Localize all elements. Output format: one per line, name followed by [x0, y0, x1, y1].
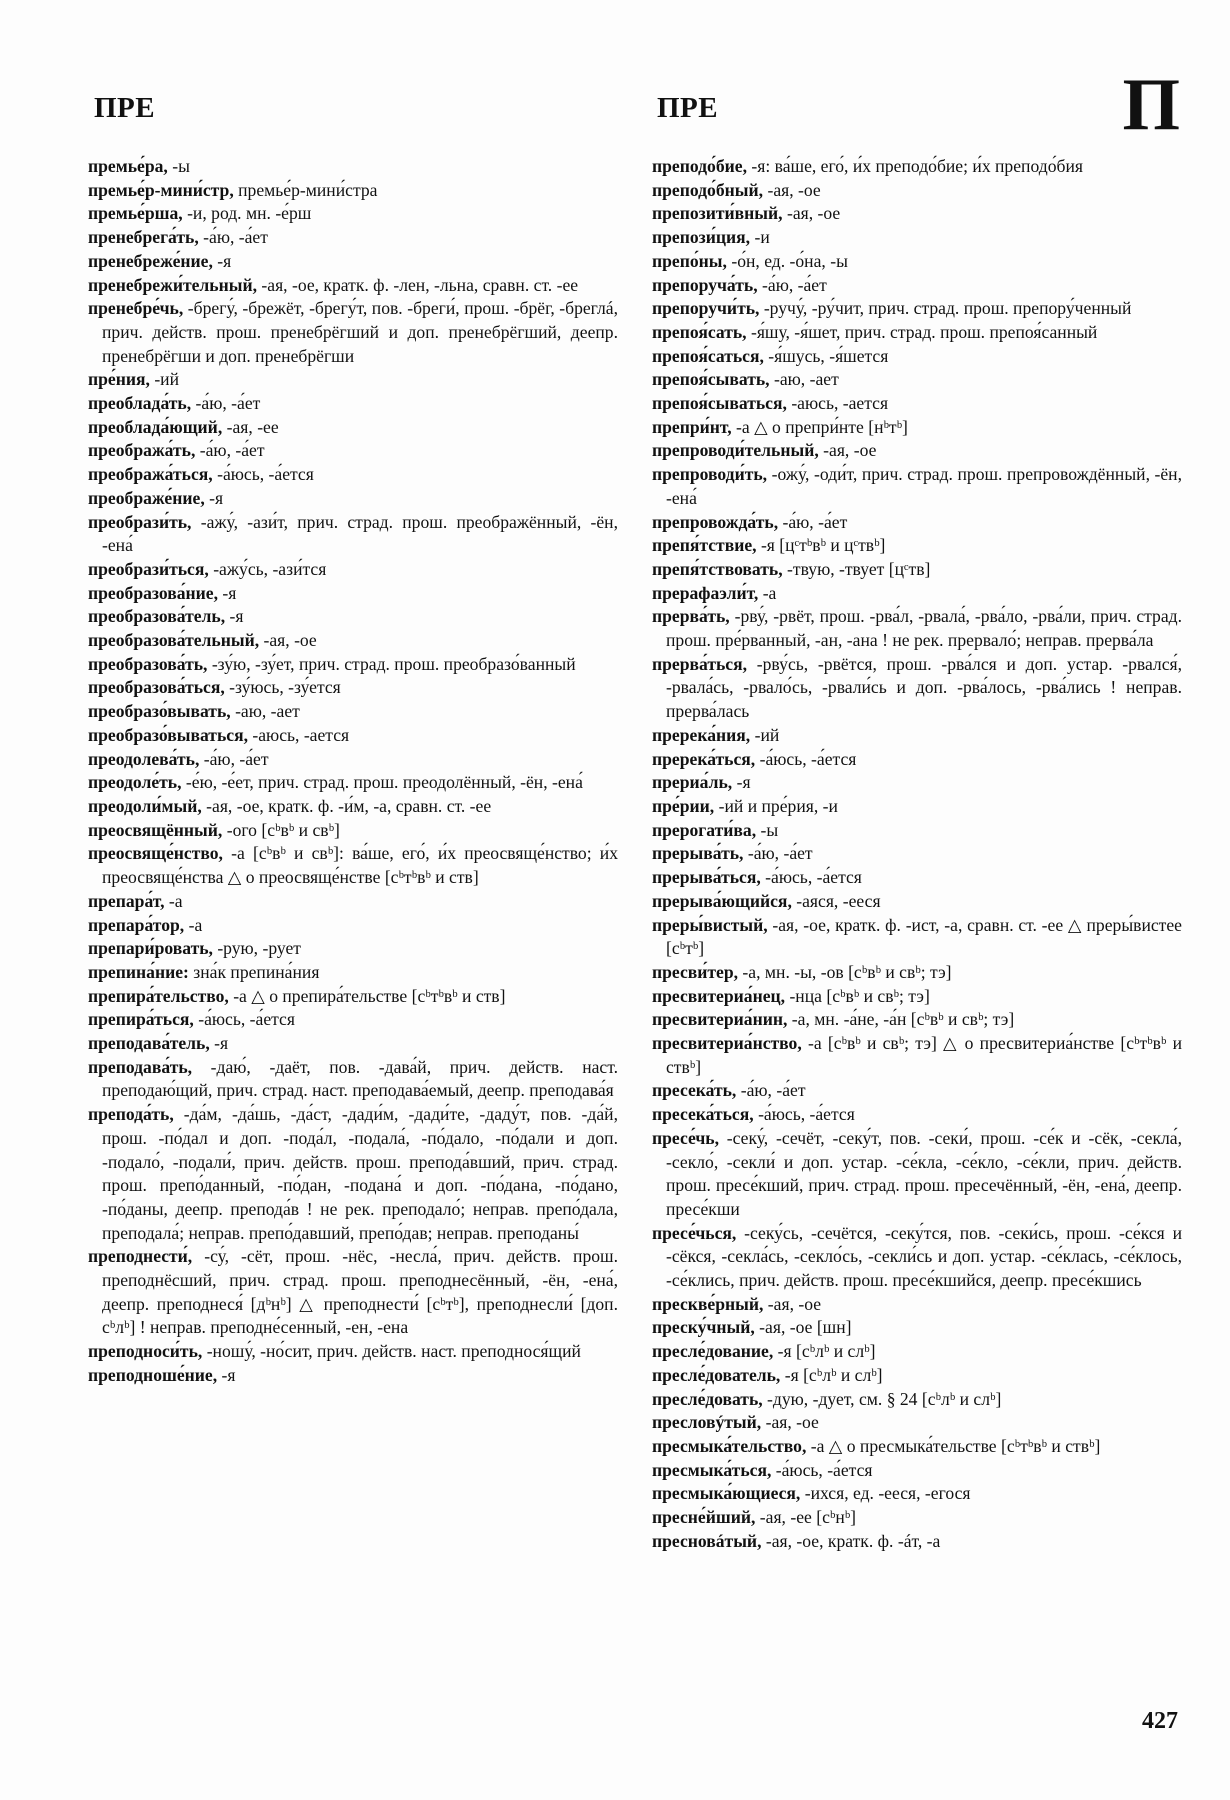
- dictionary-entry: [652, 748, 1182, 772]
- headword: прерыва́ться,: [652, 867, 761, 888]
- headword: преподо́бный,: [652, 179, 764, 200]
- entry-body: -аю, -ает: [230, 701, 300, 722]
- entry-body: -я: [212, 250, 232, 271]
- headword: пресле́дование,: [652, 1341, 774, 1362]
- entry-body: -я́шусь, -я́шется: [763, 345, 889, 366]
- dictionary-entry: [652, 226, 1182, 250]
- entry-body: -а́юсь, -а́ется: [212, 464, 314, 485]
- dictionary-entry: [88, 629, 618, 653]
- dictionary-entry: [652, 202, 1182, 226]
- dictionary-entry: [652, 345, 1182, 369]
- entry-body: -ий: [750, 724, 780, 745]
- entry-body: -ая, -ее [сᵇнᵇ]: [755, 1507, 857, 1528]
- entry-body: -я [цᶜтᵇвᵇ и цᶜтвᵇ]: [756, 535, 886, 556]
- dictionary-entry: [652, 368, 1182, 392]
- headword: прерыва́ть,: [652, 843, 744, 864]
- dictionary-entry: [88, 961, 618, 985]
- dictionary-entry: [88, 985, 618, 1009]
- entry-body: -я [сᵇлᵇ и слᵇ]: [773, 1341, 876, 1362]
- entry-body: -я: [732, 772, 751, 793]
- entry-body: -а́ю, -а́ет: [757, 274, 827, 295]
- headword: пресловýтый,: [652, 1412, 762, 1433]
- dictionary-entry: [652, 558, 1182, 582]
- entry-body: -твую, -твует [цᶜтв]: [782, 558, 931, 579]
- entry-body: -а́ю, -а́ет: [191, 393, 261, 414]
- dictionary-entry: [88, 795, 618, 819]
- headword: прерва́ться,: [652, 653, 748, 674]
- dictionary-entry: [88, 842, 618, 889]
- dictionary-entry: [88, 914, 618, 938]
- entry-body: -секу́, -сечёт, -секу́т, пов. -секи́, прош. -се́к и -сёк, -секла́, -секло́, -секли́ и доп. устар. -се́кла, -се́кло, -се́кли, прич. действ. прош. пресе́кший, прич. страд. прош. пресечённый, -ён, -ена́, деепр. пресе́кши: [666, 1127, 1182, 1219]
- headword: пресмыка́ющиеся,: [652, 1483, 801, 1504]
- dictionary-entry: [88, 487, 618, 511]
- dictionary-entry: [88, 1008, 618, 1032]
- entry-body: -нца [сᵇвᵇ и свᵇ; тэ]: [785, 985, 930, 1006]
- right-column: [652, 155, 1182, 1553]
- dictionary-entry: [652, 1103, 1182, 1127]
- entry-body: -а △ о препира́тельстве [сᵇтᵇвᵇ и ств]: [228, 985, 506, 1006]
- headword: преобрази́ться,: [88, 558, 209, 579]
- entry-body: -а: [758, 582, 777, 603]
- headword: преподнести́,: [88, 1246, 193, 1267]
- headword: пресвитериа́нство,: [652, 1033, 802, 1054]
- dictionary-entry: [652, 771, 1182, 795]
- dictionary-entry: [88, 155, 618, 179]
- dictionary-entry: [652, 914, 1182, 961]
- entry-body: -а́юсь, -а́ется: [760, 867, 862, 888]
- headword: пренебреже́ние,: [88, 250, 213, 271]
- dictionary-entry: [652, 1293, 1182, 1317]
- entry-body: -ая, -ое, кратк. ф. -ист, -а, сравн. ст. -ее △ преры́вистее [сᵇтᵇ]: [666, 914, 1182, 959]
- entry-body: -а́ю, -а́ет: [736, 1080, 806, 1101]
- dictionary-entry: [88, 1364, 618, 1388]
- entry-body: -а: [164, 890, 183, 911]
- dictionary-entry: [652, 1388, 1182, 1412]
- dictionary-entry: [652, 1530, 1182, 1554]
- dictionary-entry: [88, 605, 618, 629]
- entry-body: -о́н, ед. -о́на, -ы: [726, 250, 848, 271]
- headword: препоруча́ть,: [652, 274, 758, 295]
- entry-body: -зу́юсь, -зу́ется: [224, 677, 341, 698]
- headword: препо́ны,: [652, 250, 727, 271]
- headword: преобража́ть,: [88, 440, 196, 461]
- entry-body: -а́ю, -а́ет: [743, 843, 813, 864]
- headword: прерогати́ва,: [652, 819, 757, 840]
- headword: препира́ться,: [88, 1009, 194, 1030]
- dictionary-entry: [652, 866, 1182, 890]
- entry-body: -я́шу, -я́шет, прич. страд. прош. препоя́санный: [746, 321, 1098, 342]
- entry-body: -аюсь, -ается: [247, 724, 350, 745]
- entry-body: -а́ю, -а́ет: [195, 440, 265, 461]
- headword: пресле́дователь,: [652, 1364, 781, 1385]
- entry-body: -и, род. мн. -е́рш: [182, 203, 312, 224]
- headword: преподо́бие,: [652, 156, 747, 176]
- dictionary-entry: [88, 890, 618, 914]
- entry-body: -а́ю, -а́ет: [199, 748, 269, 769]
- headword: препода́ть,: [88, 1104, 174, 1125]
- dictionary-entry: [88, 748, 618, 772]
- dictionary-entry: [88, 937, 618, 961]
- dictionary-entry: [652, 1435, 1182, 1459]
- headword: препри́нт,: [652, 416, 732, 437]
- headword: преподава́ть,: [88, 1056, 193, 1077]
- entry-body: -ожу́, -оди́т, прич. страд. прош. препровождённый, -ён, -ена́: [666, 464, 1182, 508]
- dictionary-entry: [652, 1506, 1182, 1530]
- headword: преоблада́ющий,: [88, 416, 223, 437]
- headword: преосвяще́нство,: [88, 843, 223, 864]
- dictionary-entry: [652, 321, 1182, 345]
- entry-body: -ого [сᵇвᵇ и свᵇ]: [222, 819, 340, 840]
- dictionary-entry: [652, 274, 1182, 298]
- dictionary-entry: [652, 795, 1182, 819]
- dictionary-entry: [652, 1008, 1182, 1032]
- entry-body: -а △ о препри́нте [нᵇтᵇ]: [731, 416, 908, 437]
- entry-body: -ихся, ед. -ееся, -егося: [800, 1483, 971, 1504]
- dictionary-entry: [88, 1103, 618, 1245]
- entry-body: -я: ва́ше, его́, и́х преподо́бие; и́х преподо́бия: [747, 156, 1083, 176]
- entry-body: -я: [217, 1364, 236, 1385]
- dictionary-entry: [652, 463, 1182, 510]
- headword: пре́рии,: [652, 795, 715, 816]
- dictionary-entry: [88, 653, 618, 677]
- dictionary-entry: [652, 439, 1182, 463]
- dictionary-entry: [88, 226, 618, 250]
- dictionary-entry: [652, 416, 1182, 440]
- headword: премье́рша,: [88, 203, 183, 224]
- dictionary-entry: [652, 1482, 1182, 1506]
- entry-body: -даю́, -даёт, пов. -дава́й, прич. действ. наст. преподаю́щий, прич. страд. наст. преподава́емый, деепр. преподава́я: [102, 1056, 618, 1101]
- entry-body: -а́ю, -а́ет: [198, 227, 268, 248]
- entry-body: -а, мн. -а́не, -а́н [сᵇвᵇ и свᵇ; тэ]: [787, 1009, 1015, 1030]
- entry-body: -ий: [149, 369, 180, 390]
- entry-body: -да́м, -да́шь, -да́ст, -дади́м, -дади́те, -даду́т, пов. -да́й, прош. -по́дал и доп. -пода́л, -подала́, -по́дало, -по́дали и доп. -подало́, -подали́, прич. действ. прош. препода́вший, прич. страд. прош. препо́данный, -по́дан, -подана́ и доп. -по́дана, -по́дано, -по́даны, деепр. препода́в ! не рек. преподало́; неправ. препо́дала, преподала́; неправ. препо́давший, препо́дав; неправ. преподаны́: [102, 1104, 618, 1243]
- dictionary-entry: [652, 1411, 1182, 1435]
- dictionary-entry: [652, 582, 1182, 606]
- entry-body: -а́юсь, -а́ется: [771, 1459, 873, 1480]
- headword: препоя́сать,: [652, 321, 747, 342]
- headword: преобрази́ть,: [88, 511, 192, 532]
- dictionary-entry: [88, 724, 618, 748]
- headword: препровожда́ть,: [652, 511, 779, 532]
- headword: преподноше́ние,: [88, 1364, 218, 1385]
- headword: пресе́чься,: [652, 1222, 737, 1243]
- headword: прерыва́ющийся,: [652, 890, 792, 911]
- entry-body: -а́ю, -а́ет: [778, 511, 848, 532]
- headword: пресека́ть,: [652, 1080, 737, 1101]
- dictionary-entry: [652, 511, 1182, 535]
- dictionary-entry: [652, 1222, 1182, 1293]
- entry-body: -ы: [167, 156, 190, 176]
- headword: пресмыка́ться,: [652, 1459, 772, 1480]
- entry-body: -я: [209, 1033, 229, 1054]
- headword: препоя́сывать,: [652, 369, 770, 390]
- dictionary-entry: [652, 890, 1182, 914]
- dictionary-entry: [652, 179, 1182, 203]
- dictionary-entry: [88, 700, 618, 724]
- entry-body: -ий и пре́рия, -и: [714, 795, 838, 816]
- dictionary-entry: [652, 1459, 1182, 1483]
- headword: преодолева́ть,: [88, 748, 200, 769]
- headword: преры́вистый,: [652, 914, 768, 935]
- entry-body: -а △ о пресмыка́тельстве [сᵇтᵇвᵇ и ствᵇ]: [806, 1435, 1101, 1456]
- headword: препоя́саться,: [652, 345, 764, 366]
- entry-body: -секу́сь, -сечётся, -секу́тся, пов. -секи́сь, прош. -се́кся и -сёкся, -секла́сь, -секло́сь, -секли́сь и доп. устар. -се́клась, -се́клось, -се́клись, прич. действ. прош. пресе́кшийся, деепр. пресе́кшись: [666, 1222, 1182, 1291]
- dictionary-entry: [88, 250, 618, 274]
- headword: преобража́ться,: [88, 464, 213, 485]
- entry-body: -ая, -ое [шн]: [754, 1317, 852, 1338]
- entry-body: -ажу́сь, -ази́тся: [208, 558, 327, 579]
- entry-body: -аяся, -ееся: [791, 890, 881, 911]
- dictionary-entry: [88, 202, 618, 226]
- headword: препина́ние:: [88, 961, 189, 982]
- entry-body: -ая, -ое, кратк. ф. -лен, -льна, сравн. ст. -ее: [257, 274, 579, 295]
- dictionary-entry: [88, 179, 618, 203]
- headword: пресле́довать,: [652, 1388, 763, 1409]
- running-head-right: ПРЕ: [657, 92, 719, 124]
- headword: препира́тельство,: [88, 985, 229, 1006]
- entry-body: -а [сᵇвᵇ и свᵇ; тэ] △ о пресвитериа́нстве [сᵇтᵇвᵇ и ствᵇ]: [666, 1033, 1182, 1077]
- entry-body: -аю, -ает: [769, 369, 839, 390]
- headword: пресне́йший,: [652, 1507, 756, 1528]
- headword: преобразова́тельный,: [88, 630, 260, 651]
- entry-body: -рву́сь, -рвётся, прош. -рва́лся и доп. устар. -рвался́, -рвала́сь, -рвало́сь, -рвали́сь и доп. -рва́лось, -рва́лись ! неправ. прерва́лась: [666, 653, 1182, 722]
- entry-body: -а: [184, 914, 203, 935]
- headword: преподноси́ть,: [88, 1341, 203, 1362]
- dictionary-entry: [652, 1340, 1182, 1364]
- headword: преобразо́вываться,: [88, 724, 248, 745]
- dictionary-entry: [652, 1079, 1182, 1103]
- headword: препроводи́тельный,: [652, 440, 819, 461]
- headword: пресвитериа́нин,: [652, 1009, 788, 1030]
- dictionary-entry: [652, 842, 1182, 866]
- headword: пренебре́чь,: [88, 298, 184, 319]
- entry-body: -ая, -ое: [782, 203, 841, 224]
- entry-body: -и: [750, 227, 770, 248]
- dictionary-entry: [652, 961, 1182, 985]
- entry-body: -ношу́, -но́сит, прич. действ. наст. преподнося́щий: [202, 1341, 581, 1362]
- headword: преобразова́ться,: [88, 677, 225, 698]
- entry-body: -аюсь, -ается: [786, 393, 889, 414]
- entry-body: -я: [204, 487, 224, 508]
- headword: преодоле́ть,: [88, 772, 182, 793]
- dictionary-entry: [88, 1245, 618, 1340]
- entry-body: -ая, -ое: [761, 1412, 819, 1433]
- entry-body: -я: [225, 606, 244, 627]
- entry-body: -ы: [756, 819, 779, 840]
- entry-body: -ая, -ое, кратк. ф. -áт, -а: [761, 1530, 941, 1551]
- headword: преобразо́вывать,: [88, 701, 231, 722]
- headword: преобразова́тель,: [88, 606, 226, 627]
- headword: премье́ра,: [88, 156, 168, 176]
- headword: прескве́рный,: [652, 1293, 764, 1314]
- headword: пресви́тер,: [652, 961, 739, 982]
- entry-body: зна́к препина́ния: [188, 961, 320, 982]
- entry-body: -рву́, -рвёт, прош. -рва́л, -рвала́, -рва́ло, -рва́ли, прич. страд. прош. пре́рванный, -ан, -ана ! не рек. прервало́; неправ. прерва́ла: [666, 606, 1182, 651]
- headword: преобразова́ние,: [88, 582, 219, 603]
- dictionary-entry: [88, 392, 618, 416]
- entry-body: -зу́ю, -зу́ет, прич. страд. прош. преобразо́ванный: [207, 653, 576, 674]
- entry-body: -а [сᵇвᵇ и свᵇ]: ва́ше, его́, и́х преосвяще́нство; и́х преосвяще́нства △ о преосвяще́нстве [сᵇтᵇвᵇ и ств]: [102, 843, 618, 888]
- headword: преосвящённый,: [88, 819, 223, 840]
- entry-body: -ая, -ое: [818, 440, 877, 461]
- headword: препоя́сываться,: [652, 393, 787, 414]
- headword: пресновáтый,: [652, 1530, 762, 1551]
- headword: препя́тствовать,: [652, 558, 783, 579]
- dictionary-entry: [88, 558, 618, 582]
- headword: преодоли́мый,: [88, 795, 202, 816]
- headword: пресмыка́тельство,: [652, 1435, 807, 1456]
- dictionary-entry: [652, 1127, 1182, 1222]
- headword: препари́ровать,: [88, 938, 213, 959]
- headword: препозити́вный,: [652, 203, 783, 224]
- running-head-left: ПРЕ: [94, 92, 156, 124]
- headword: преображе́ние,: [88, 487, 205, 508]
- dictionary-entry: [652, 653, 1182, 724]
- dictionary-entry: [88, 771, 618, 795]
- dictionary-entry: [88, 463, 618, 487]
- headword: пререка́ния,: [652, 724, 751, 745]
- entry-body: -е́ю, -е́ет, прич. страд. прош. преодолённый, -ён, -ена́: [181, 772, 583, 793]
- entry-body: -ая, -ое: [763, 179, 821, 200]
- dictionary-entry: [652, 819, 1182, 843]
- headword: пресека́ться,: [652, 1104, 754, 1125]
- entry-body: -дую, -дует, см. § 24 [сᵇлᵇ и слᵇ]: [762, 1388, 1002, 1409]
- dictionary-entry: [88, 297, 618, 368]
- headword: пренебрега́ть,: [88, 227, 199, 248]
- page-number: 427: [1142, 1708, 1178, 1734]
- dictionary-entry: [88, 1340, 618, 1364]
- dictionary-entry: [652, 724, 1182, 748]
- headword: препя́тствие,: [652, 535, 757, 556]
- headword: прериа́ль,: [652, 772, 733, 793]
- entry-body: -ручу́, -ру́чит, прич. страд. прош. препору́ченный: [759, 298, 1132, 319]
- dictionary-entry: [652, 250, 1182, 274]
- entry-body: -ая, -ое: [763, 1293, 822, 1314]
- entry-body: -су́, -сёт, прош. -нёс, -несла́, прич. действ. прош. преподнёсший, прич. страд. прош. преподнесённый, -ён, -ена́, деепр. преподнеся́ [дᵇнᵇ] △ преподнести́ [сᵇтᵇ], преподнесли́ [доп. сᵇлᵇ] ! неправ. преподне́сенный, -ен, -ена: [102, 1246, 618, 1338]
- entry-body: -брегу́, -брежёт, -брегу́т, пов. -бреги́, прош. -брёг, -бреглá, прич. действ. прош. пренебрёгший и доп. пренебрёгший, деепр. пренебрёгши и доп. пренебрёгши: [102, 298, 618, 366]
- dictionary-entry: [88, 368, 618, 392]
- headword: пренебрежи́тельный,: [88, 274, 257, 295]
- headword: пресе́чь,: [652, 1127, 719, 1148]
- section-letter: П: [1122, 64, 1180, 146]
- dictionary-entry: [652, 985, 1182, 1009]
- dictionary-entry: [652, 1316, 1182, 1340]
- dictionary-entry: [652, 297, 1182, 321]
- entry-body: -а́юсь, -а́ется: [755, 748, 857, 769]
- entry-body: -рую, -рует: [212, 938, 301, 959]
- left-column: [88, 155, 618, 1388]
- entry-body: премье́р-мини́стра: [233, 179, 378, 200]
- dictionary-entry: [652, 534, 1182, 558]
- headword: прерафаэли́т,: [652, 582, 759, 603]
- dictionary-entry: [652, 605, 1182, 652]
- headword: пререка́ться,: [652, 748, 756, 769]
- headword: прерва́ть,: [652, 606, 730, 627]
- dictionary-entry: [88, 439, 618, 463]
- headword: препоручи́ть,: [652, 298, 760, 319]
- entry-body: -а́юсь, -а́ется: [193, 1009, 295, 1030]
- dictionary-entry: [88, 1056, 618, 1103]
- entry-body: -ажу́, -ази́т, прич. страд. прош. преображённый, -ён, -ена́: [102, 511, 618, 556]
- headword: премье́р-мини́стр,: [88, 179, 234, 200]
- dictionary-entry: [88, 582, 618, 606]
- headword: препроводи́ть,: [652, 464, 768, 485]
- headword: препара́т,: [88, 890, 165, 911]
- headword: преобразова́ть,: [88, 653, 208, 674]
- headword: препара́тор,: [88, 914, 185, 935]
- dictionary-entry: [88, 1032, 618, 1056]
- entry-body: -я [сᵇлᵇ и слᵇ]: [780, 1364, 883, 1385]
- headword: преподава́тель,: [88, 1033, 210, 1054]
- entry-body: -а́юсь, -а́ется: [753, 1104, 855, 1125]
- entry-body: -я: [218, 582, 237, 603]
- dictionary-entry: [652, 1364, 1182, 1388]
- entry-body: -а, мн. -ы, -ов [сᵇвᵇ и свᵇ; тэ]: [738, 961, 952, 982]
- entry-body: -ая, -ее: [222, 416, 279, 437]
- dictionary-entry: [652, 155, 1182, 179]
- dictionary-entry: [88, 274, 618, 298]
- dictionary-entry: [88, 819, 618, 843]
- entry-body: -ая, -ое, кратк. ф. -и́м, -а, сравн. ст. -ее: [201, 795, 492, 816]
- headword: пре́ния,: [88, 369, 150, 390]
- dictionary-entry: [652, 392, 1182, 416]
- headword: преску́чный,: [652, 1317, 755, 1338]
- dictionary-entry: [88, 416, 618, 440]
- headword: пресвитериа́нец,: [652, 985, 786, 1006]
- dictionary-entry: [88, 511, 618, 558]
- dictionary-entry: [652, 1032, 1182, 1079]
- entry-body: -ая, -ое: [259, 630, 317, 651]
- dictionary-entry: [88, 676, 618, 700]
- headword: препози́ция,: [652, 227, 751, 248]
- headword: преоблада́ть,: [88, 393, 192, 414]
